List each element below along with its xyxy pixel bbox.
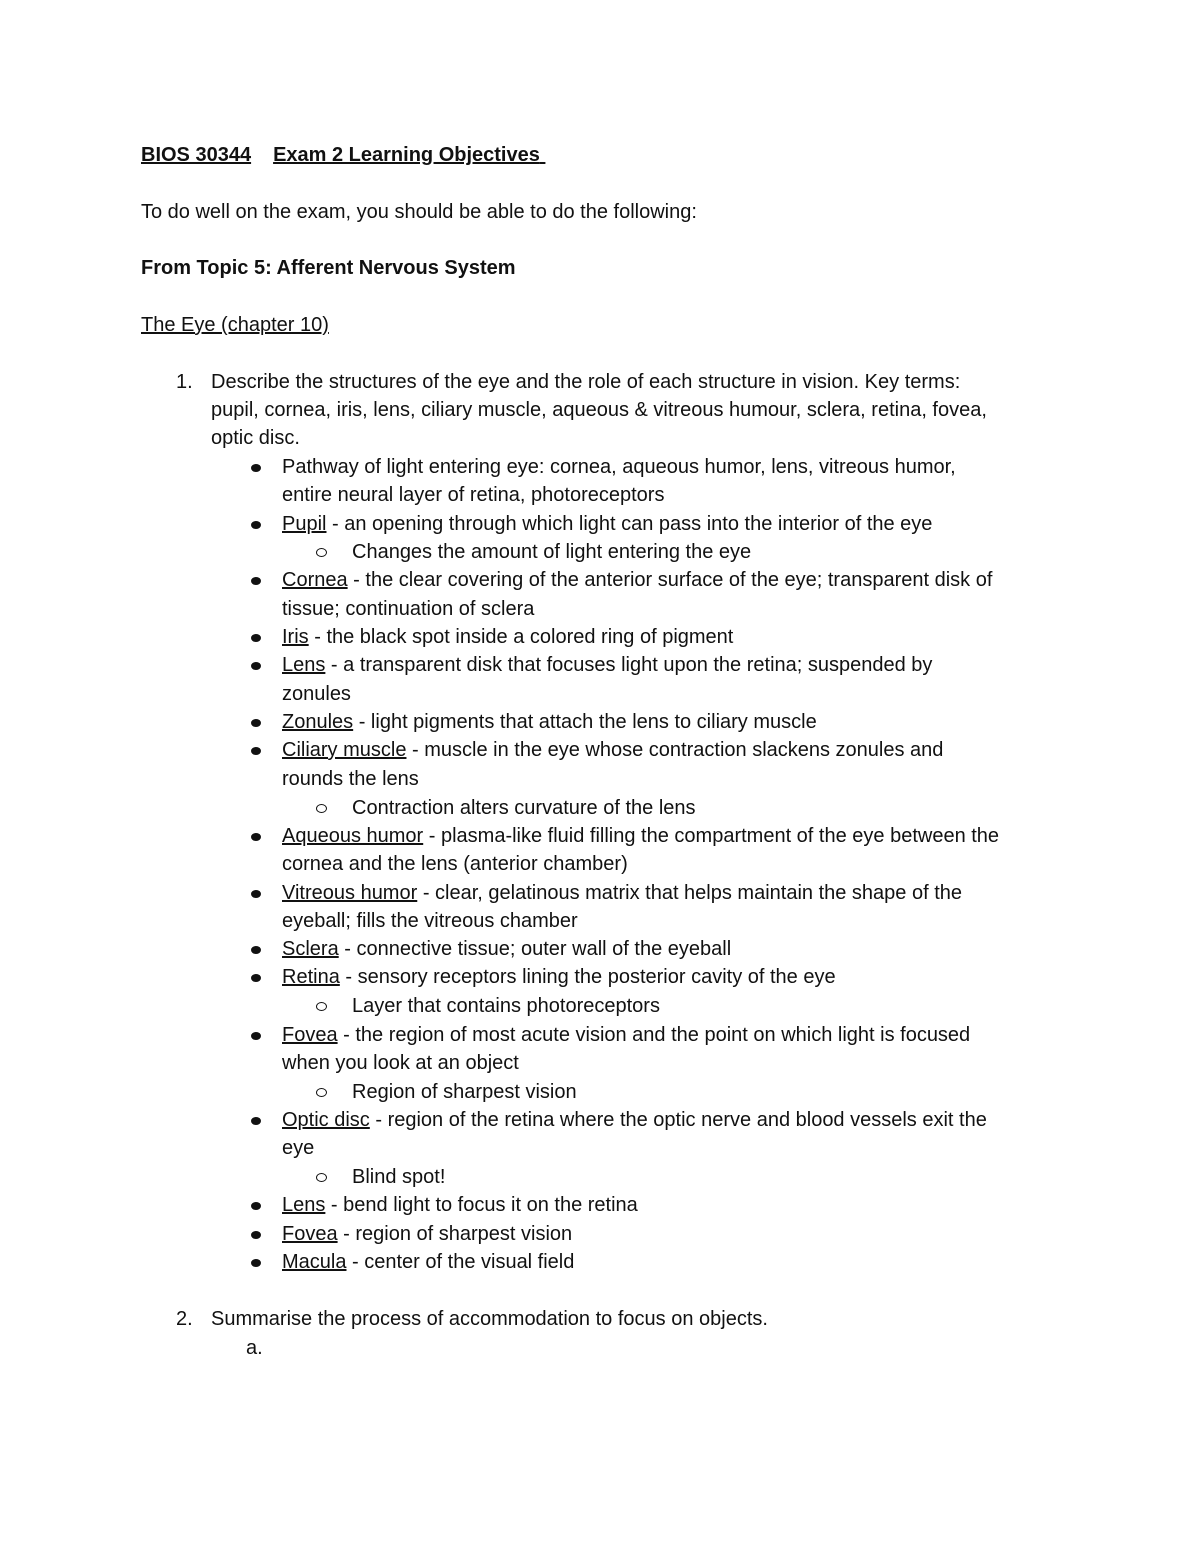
sub-bullet-icon: [316, 1088, 330, 1098]
list-item: [282, 879, 962, 907]
list-item: Pathway of light entering eye: cornea, aqueous humor, lens, vitreous humor,: [282, 456, 956, 478]
key-term: Macula: [282, 1251, 347, 1273]
bullet-icon: [250, 890, 262, 898]
bullet-icon: [250, 577, 262, 585]
objective-line: optic disc.: [211, 427, 300, 449]
list-number: 2.: [176, 1308, 193, 1330]
list-item-continuation: eyeball; fills the vitreous chamber: [282, 910, 578, 932]
key-term: Lens: [282, 1194, 326, 1216]
list-item: [282, 935, 731, 963]
objective-line: pupil, cornea, iris, lens, ciliary muscle, aqueous & vitreous humour, sclera, retina, fovea,: [211, 399, 987, 421]
objective-line: Summarise the process of accommodation to focus on objects.: [211, 1308, 768, 1330]
bullet-icon: [250, 833, 262, 841]
key-term: Sclera: [282, 938, 339, 960]
definition: - an opening through which light can pass into the interior of the eye: [326, 513, 933, 535]
course-code: BIOS 30344: [141, 144, 252, 166]
list-item: [282, 1106, 987, 1134]
list-item: [282, 736, 943, 764]
document-title: [141, 141, 545, 169]
key-term: Fovea: [282, 1024, 338, 1046]
bullet-icon: [250, 747, 262, 755]
definition: - muscle in the eye whose contraction slackens zonules and: [406, 739, 944, 761]
bullet-icon: [250, 521, 262, 529]
key-term: Vitreous humor: [282, 882, 418, 904]
definition: - region of sharpest vision: [337, 1223, 573, 1245]
bullet-icon: [250, 1259, 262, 1267]
definition: - a transparent disk that focuses light upon the retina; suspended by: [325, 654, 933, 676]
list-item-continuation: cornea and the lens (anterior chamber): [282, 853, 628, 875]
definition: - connective tissue; outer wall of the eyeball: [338, 938, 732, 960]
sub-bullet-icon: [316, 1002, 330, 1012]
list-item-continuation: entire neural layer of retina, photoreceptors: [282, 484, 665, 506]
definition: - light pigments that attach the lens to ciliary muscle: [353, 711, 817, 733]
list-number: 1.: [176, 371, 193, 393]
bullet-icon: [250, 1202, 262, 1210]
bullet-icon: [250, 946, 262, 954]
bullet-icon: [250, 662, 262, 670]
sub-bullet-icon: [316, 548, 330, 558]
list-item-continuation: zonules: [282, 683, 351, 705]
list-item-continuation: eye: [282, 1137, 315, 1159]
bullet-icon: [250, 719, 262, 727]
list-item: [282, 1220, 572, 1248]
key-term: Ciliary muscle: [282, 739, 407, 761]
key-term: Zonules: [282, 711, 354, 733]
definition: - the black spot inside a colored ring of pigment: [308, 626, 734, 648]
key-term: Pupil: [282, 513, 327, 535]
list-item: [282, 963, 836, 991]
key-term: Iris: [282, 626, 309, 648]
list-item: [282, 1191, 638, 1219]
sub-item: Changes the amount of light entering the eye: [352, 541, 752, 563]
list-item-continuation: rounds the lens: [282, 768, 419, 790]
definition: - plasma-like fluid filling the compartment of the eye between the: [423, 825, 1000, 847]
sub-item: Layer that contains photoreceptors: [352, 995, 660, 1017]
list-item-continuation: when you look at an object: [282, 1052, 519, 1074]
key-term: Retina: [282, 966, 340, 988]
sub-item: Blind spot!: [352, 1166, 446, 1188]
definition: - clear, gelatinous matrix that helps maintain the shape of the: [417, 882, 963, 904]
definition: - center of the visual field: [346, 1251, 575, 1273]
key-term: Cornea: [282, 569, 348, 591]
bullet-icon: [250, 464, 262, 472]
list-item: [282, 623, 733, 651]
key-term: Lens: [282, 654, 326, 676]
sub-item: Region of sharpest vision: [352, 1081, 577, 1103]
bullet-icon: [250, 974, 262, 982]
definition: - sensory receptors lining the posterior cavity of the eye: [339, 966, 836, 988]
bullet-icon: [250, 1032, 262, 1040]
bullet-icon: [250, 634, 262, 642]
sub-item: Contraction alters curvature of the lens: [352, 797, 696, 819]
list-item-continuation: tissue; continuation of sclera: [282, 598, 535, 620]
intro-text: To do well on the exam, you should be able to do the following:: [141, 201, 697, 223]
list-item: [282, 1248, 574, 1276]
bullet-icon: [250, 1117, 262, 1125]
list-item: [282, 651, 932, 679]
definition: - bend light to focus it on the retina: [325, 1194, 638, 1216]
list-item: [282, 822, 999, 850]
list-item: [282, 708, 817, 736]
list-item: [282, 510, 932, 538]
list-item: [282, 1021, 970, 1049]
objective-line: Describe the structures of the eye and the role of each structure in vision. Key terms:: [211, 371, 961, 393]
sub-bullet-icon: [316, 1173, 330, 1183]
definition: - region of the retina where the optic nerve and blood vessels exit the: [369, 1109, 987, 1131]
topic-heading: From Topic 5: Afferent Nervous System: [141, 257, 516, 279]
sub-letter: a.: [246, 1337, 263, 1359]
sub-bullet-icon: [316, 804, 330, 814]
definition: - the clear covering of the anterior surface of the eye; transparent disk of: [347, 569, 993, 591]
section-heading: The Eye (chapter 10): [141, 314, 329, 336]
bullet-icon: [250, 1231, 262, 1239]
key-term: Fovea: [282, 1223, 338, 1245]
definition: - the region of most acute vision and the point on which light is focused: [337, 1024, 971, 1046]
key-term: Optic disc: [282, 1109, 370, 1131]
key-term: Aqueous humor: [282, 825, 424, 847]
list-item: [282, 566, 992, 594]
exam-name: Exam 2 Learning Objectives: [273, 144, 540, 166]
